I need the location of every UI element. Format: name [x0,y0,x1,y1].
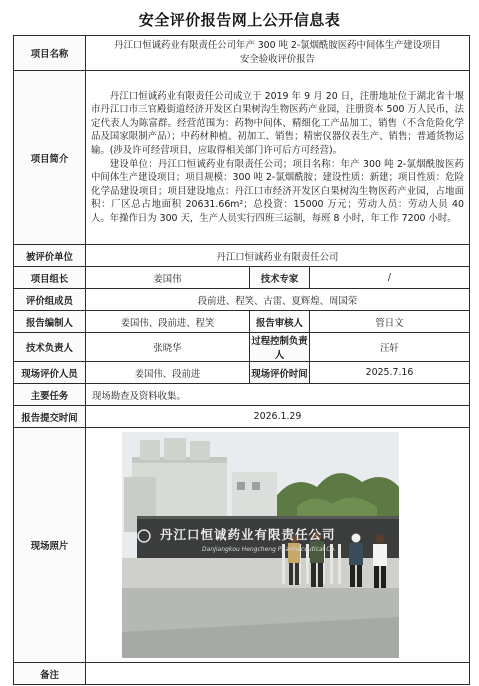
row-report-author [14,311,470,333]
row-team-leader [14,267,470,289]
tech-expert-value: / [310,267,470,289]
row-project-intro [14,71,470,245]
tech-lead-value: 张晓华 [86,333,250,362]
label-remarks: 备注 [14,663,86,685]
label-team-leader: 项目组长 [14,267,86,289]
label-submit-time: 报告提交时间 [14,406,86,428]
intro-paragraph-1: 丹江口恒诚药业有限责任公司成立于 2019 年 9 月 20 日，注册地址位于湖北省十堰市丹江口市三官殿街道经济开发区白果树沟生物医药产业园，注册资本 500 万人民币，法定代表人为陈富群。经营范围为：药物中间体、精细化工产品加工、销售（不含危险化学品及国家限制产品）；中药材种植、初加工、销售；精密仪器仪表生产、销售；普通货物运输。(涉及许可经营项目，应取得相关部门许可后方可经营)。 [91,90,464,156]
label-client-unit: 被评价单位 [14,245,86,267]
site-photo-cell [86,428,470,663]
onsite-time-value: 2025.7.16 [310,362,470,384]
label-process-controller: 过程控制负责人 [250,333,310,362]
row-client-unit [14,245,470,267]
site-photo [122,432,399,658]
row-main-task [14,384,470,406]
label-tech-lead: 技术负责人 [14,333,86,362]
row-remarks [14,663,470,685]
report-reviewer-value: 管日文 [310,311,470,333]
row-onsite [14,362,470,384]
row-submit-time [14,406,470,428]
label-onsite-time: 现场评价时间 [250,362,310,384]
main-task-value: 现场勘查及资料收集。 [86,384,470,406]
label-tech-expert: 技术专家 [250,267,310,289]
label-team-members: 评价组成员 [14,289,86,311]
label-project-intro: 项目简介 [14,71,86,245]
remarks-value [86,663,470,685]
client-unit-value: 丹江口恒诚药业有限责任公司 [86,245,470,267]
project-intro-value [86,71,470,245]
document-title: 安全评价报告网上公开信息表 [138,11,341,29]
intro-paragraph-2: 建设单位：丹江口恒诚药业有限责任公司；项目名称：年产 300 吨 2-氯烟酰胺医药中间体生产建设项目；项目规模：300 吨 2-氯烟酰胺；建设性质：新建；项目性质：危险化学品建设项目；项目建设地点：丹江口市经济开发区白果树沟生物医药产业园，占地面积：厂区总占地面积 20631.66m²；总投资：15000 万元；劳动人员：劳动人员 40 人。年操作日为 300 天，生产人员实行四班三运制，每班 8 小时，年工作 7200 小时。 [91,158,464,224]
info-table [13,35,470,685]
submit-time-value: 2026.1.29 [86,406,470,428]
photo-company-sign: 丹江口恒诚药业有限责任公司 [160,527,336,542]
row-site-photo [14,428,470,663]
row-team-members [14,289,470,311]
row-tech-lead [14,333,470,362]
label-report-author: 报告编制人 [14,311,86,333]
label-main-task: 主要任务 [14,384,86,406]
label-report-reviewer: 报告审核人 [250,311,310,333]
report-author-value: 姜国伟、段前进、程笑 [86,311,250,333]
label-site-photo: 现场照片 [14,428,86,663]
photo-company-sign-english: DanJiangkou Hengcheng Pharmaceutical Co. [202,546,337,553]
team-leader-value: 姜国伟 [86,267,250,289]
process-controller-value: 汪轩 [310,333,470,362]
project-name-line2: 安全验收评价报告 [239,54,315,65]
project-name-line1: 丹江口恒诚药业有限责任公司年产 300 吨 2-氯烟酰胺医药中间体生产建设项目 [114,40,441,51]
label-project-name: 项目名称 [14,36,86,71]
row-project-name [14,36,470,71]
team-members-value: 段前进、程笑、古雷、夏辉煌、周国荣 [86,289,470,311]
onsite-personnel-value: 姜国伟、段前进 [86,362,250,384]
project-name-value [86,36,470,71]
label-onsite-personnel: 现场评价人员 [14,362,86,384]
